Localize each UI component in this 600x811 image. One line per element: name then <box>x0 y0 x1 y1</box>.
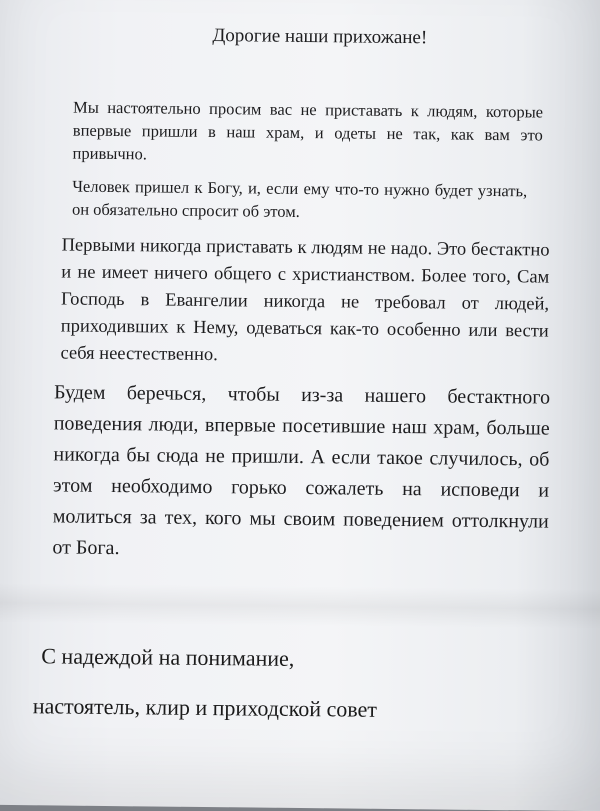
closing-line: С надеждой на понимание, <box>41 643 295 671</box>
paragraph-4: Будем беречься, чтобы из-за нашего бестактного поведения люди, впервые посетившие наш храм, больше никогда бы сюда не пришли. А если такое случилось, об этом необходимо горько сожалеть на исповеди и молиться за тех, кого мы своим поведением оттолкнули от Бога. <box>52 381 551 560</box>
paper-fold <box>0 583 600 629</box>
signature-line: настоятель, клир и приходской совет <box>32 693 378 722</box>
paragraph-3: Первыми никогда приставать к людям не надо. Это бестактно и не имеет ничего общего с христианством. Более того, Сам Господь в Евангелии никогда не требовал от людей, приходивших к Нему, одеваться как-то особенно или вести себя неестественно. <box>60 235 550 366</box>
letter-body <box>52 23 551 578</box>
paragraph-1: Мы настоятельно просим вас не приставать к людям, которые впервые пришли в наш храм, и одеты не так, как вам это привычно. <box>72 97 544 164</box>
letter-title: Дорогие наши прихожане! <box>212 25 428 49</box>
paragraph-2: Человек пришел к Богу, и, если ему что-то нужно будет узнать, он обязательно спросит об этом. <box>71 176 528 221</box>
